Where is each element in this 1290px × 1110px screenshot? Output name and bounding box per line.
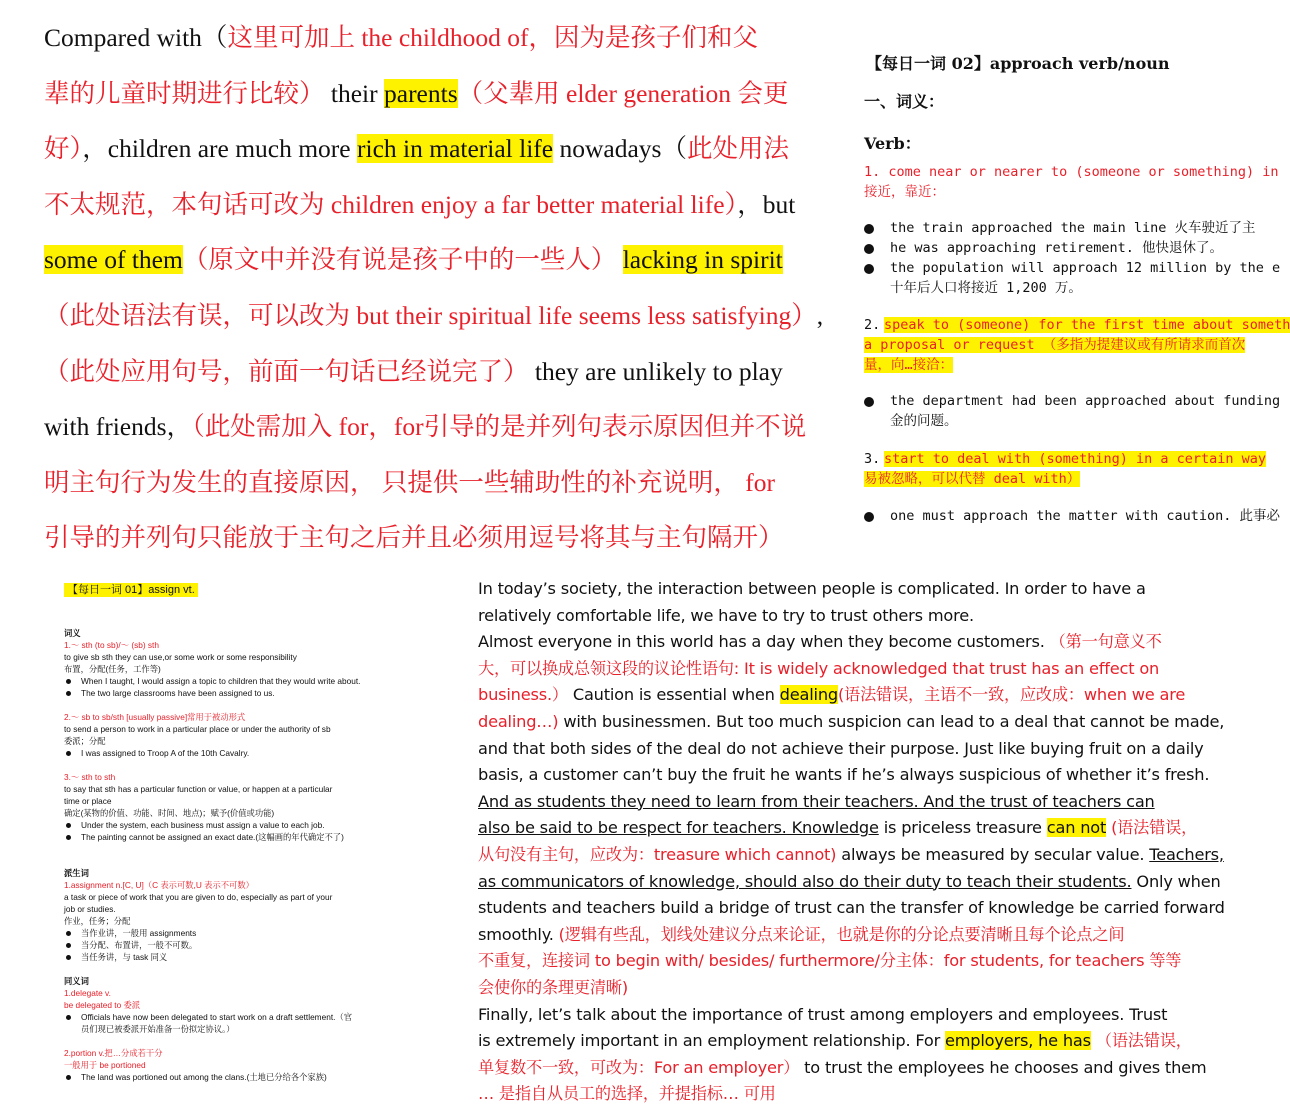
example-line: the train approached the main line 火车驶近了主 [890, 220, 1256, 236]
essay-text: , [816, 301, 824, 330]
correction-comment: (语法错误， [1106, 818, 1198, 838]
entry-line: 委派；分配 [64, 736, 106, 746]
bullet-icon [66, 691, 71, 696]
sense-heading: 1.delegate v. [64, 988, 111, 998]
correction-comment: 从句没有主句，应改为：treasure which cannot) [478, 845, 837, 864]
sense-3-line: start to deal with (something) in a certain way [884, 451, 1267, 467]
sense-heading: 2.～ sb to sb/sth [usually passive]常用于被动形式 [64, 712, 246, 722]
text-line [44, 77, 787, 111]
text-line [478, 842, 1224, 868]
verb-label: Verb： [864, 134, 921, 153]
highlighted-error: rich in material life [357, 134, 554, 164]
essay-text: with friends， [44, 412, 193, 442]
essay-correction-panel-2 [468, 572, 1248, 1104]
text-line [478, 1028, 1192, 1054]
essay-text: their [324, 78, 384, 108]
essay-text: Almost everyone in this world has a day when they become customers. [478, 632, 1050, 652]
bullet-icon [66, 823, 71, 828]
bullet-icon [864, 397, 874, 407]
sense-heading: 1.assignment n.[C, U]（C 表示可数,U 表示不可数） [64, 880, 254, 890]
essay-text: as communicators of knowledge, should also do their duty to teach their students. [478, 871, 1132, 891]
text-line [478, 975, 628, 1001]
entry-line: Under the system, each business must assign a value to each job. [81, 820, 325, 830]
bullet-icon [864, 224, 874, 234]
sense-heading: 1.～ sth (to sb)/～ (sb) sth [64, 640, 159, 650]
text-line [478, 1002, 1167, 1028]
highlighted-error: can not [1046, 818, 1107, 838]
section-heading: 词义 [64, 628, 81, 638]
sense-2-line: speak to (someone) for the first time about someth [884, 317, 1290, 333]
bullet-icon [66, 835, 71, 840]
sense-heading: 3.～ sth to sth [64, 772, 116, 782]
example-line: he was approaching retirement. 他快退休了。 [890, 240, 1223, 256]
essay-text: they are unlikely to play [534, 356, 783, 386]
essay-text: Teachers, [1149, 845, 1224, 864]
word-of-day-assign-panel [44, 568, 444, 1093]
entry-line: to say that sth has a particular function or value, or happen at a particular [64, 784, 333, 794]
essay-text: In today’s society, the interaction between people is complicated. In order to have a [478, 579, 1146, 598]
correction-comment: (逻辑有些乱，划线处建议分点来论证，也就是你的分论点要清晰且每个论点之间 [553, 924, 1125, 944]
correction-comment: 不太规范，本句话可改为 children enjoy a far better material life） [44, 189, 738, 219]
assign-title: 【每日一词 01】assign vt. [64, 583, 198, 597]
text-line [478, 1081, 776, 1107]
text-line [44, 410, 807, 444]
entry-line: Officials have now been delegated to start work on a draft settlement.（官 [81, 1012, 353, 1022]
essay-text: basis, a customer can’t buy the fruit he wants if he’s always suspicious of whether it’s fresh. [478, 765, 1210, 785]
correction-comment: 辈的儿童时期进行比较） [44, 78, 325, 108]
text-line [478, 922, 1124, 948]
section-heading: 派生词 [64, 868, 89, 878]
text-line [478, 736, 1204, 762]
entry-line: The painting cannot be assigned an exact date.(这幅画的年代确定不了) [81, 832, 344, 842]
correction-comment: 不重复，连接词 to begin with/ besides/ furthermore/分主体：for students, for teachers 等等 [478, 951, 1182, 971]
essay-text: to trust the employees he chooses and gives them [799, 1057, 1207, 1077]
text-line [478, 709, 1224, 735]
essay-text: ，children are much more [82, 134, 357, 164]
sense-2-line: 量，向…接洽： [864, 357, 954, 373]
text-line [478, 629, 1162, 655]
entry-line: 当任务讲，与 task 同义 [81, 952, 168, 962]
essay-text: is extremely important in an employment relationship. For [478, 1031, 945, 1051]
essay-text: with businessmen. But too much suspicion can lead to a deal that cannot be made, [558, 712, 1225, 731]
correction-comment: 单复数不一致，可改为：For an employer） [478, 1057, 800, 1077]
correction-comment: 好） [44, 134, 83, 164]
entry-line: 当分配、布置讲，一般不可数。 [81, 940, 198, 950]
essay-text: always be measured by secular value. [836, 845, 1150, 864]
bullet-icon [66, 751, 71, 756]
entry-line: to send a person to work in a particular place or under the authority of sb [64, 724, 331, 734]
sense-2-number: 2. [864, 317, 881, 333]
entry-line: When I taught, I would assign a topic to children that they would write about. [81, 676, 361, 686]
correction-comment: （父辈用 elder generation 会更 [457, 78, 789, 108]
example-line: the department had been approached about funding [890, 393, 1281, 409]
essay-text: Compared with（ [44, 23, 228, 52]
essay-correction-panel-1 [22, 8, 824, 553]
bullet-icon [864, 512, 874, 522]
text-line [478, 603, 974, 629]
entry-line: 员们现已被委派开始准备一份拟定协议。） [81, 1024, 235, 1034]
text-line [44, 188, 796, 222]
text-line [44, 243, 787, 277]
text-line [44, 21, 787, 55]
text-line [478, 762, 1209, 788]
example-line: 金的问题。 [890, 413, 958, 429]
essay-text: Only when [1131, 871, 1221, 891]
entry-line: a task or piece of work that you are given to do, especially as part of your [64, 892, 333, 902]
correction-comment: business.） [478, 685, 568, 705]
section-heading: 同义词 [64, 976, 89, 986]
correction-comment: （此处语法有误，可以改为 but their spiritual life seems less satisfying） [44, 301, 817, 330]
entry-line: time or place [64, 796, 112, 806]
example-line: the population will approach 12 million by the e [890, 260, 1281, 276]
essay-text: Finally, let’s talk about the importance of trust among employers and employees. Trust [478, 1004, 1168, 1024]
text-line [44, 355, 787, 389]
sense-3-line: 易被忽略，可以代替 deal with） [864, 471, 1081, 487]
bullet-icon [66, 1075, 71, 1080]
text-line [478, 789, 1155, 815]
sense-1-zh: 接近，靠近： [864, 184, 945, 200]
text-line [478, 869, 1221, 895]
essay-text: also be said to be respect for teachers. Knowledge [478, 818, 879, 838]
entry-line: The land was portioned out among the clans.(土地已分给各个家族) [81, 1072, 327, 1082]
correction-comment: 此处用法 [686, 134, 789, 164]
correction-comment: (语法错误，主语不一致，应改成：when we are [837, 685, 1186, 705]
approach-title: 【每日一词 02】approach verb/noun [866, 54, 1170, 73]
text-line [478, 576, 1146, 602]
essay-text: students and teachers build a bridge of trust can the transfer of knowledge be carried forward [478, 898, 1225, 918]
correction-comment: … 是指自从员工的选择，并提指标… 可用 [478, 1084, 776, 1104]
text-line [44, 299, 824, 333]
correction-comment: （语法错误， [1090, 1031, 1192, 1051]
correction-comment: （第一句意义不 [1049, 632, 1162, 652]
highlighted-error: employers, he has [944, 1031, 1091, 1051]
correction-comment: 这里可加上 the childhood of，因为是孩子们和父 [227, 23, 758, 52]
essay-text: ，but [737, 189, 796, 219]
correction-comment: 引导的并列句只能放于主句之后并且必须用逗号将其与主句隔开） [44, 523, 784, 553]
correction-comment: （此处需加入 for，for引导的是并列句表示原因但并不说 [192, 412, 807, 442]
highlighted-error: lacking in spirit [622, 245, 783, 275]
bullet-icon [864, 244, 874, 254]
bullet-icon [66, 679, 71, 684]
entry-line: to give sb sth they can use,or some work or some responsibility [64, 652, 297, 662]
correction-comment: （原文中并没有说是孩子中的一些人） [182, 245, 623, 275]
bullet-icon [66, 955, 71, 960]
highlighted-error: parents [384, 78, 458, 108]
text-line [478, 895, 1225, 921]
text-line [478, 1055, 1206, 1081]
example-line: 十年后人口将接近 1,200 万。 [890, 280, 1082, 296]
essay-text: and that both sides of the deal do not achieve their purpose. Just like buying fruit on a daily [478, 738, 1204, 758]
essay-text: And as students they need to learn from their teachers. And the trust of teachers can [478, 791, 1155, 811]
highlighted-error: some of them [44, 245, 183, 275]
essay-text: smoothly. [478, 924, 554, 944]
sense-heading: be delegated to 委派 [64, 1000, 141, 1010]
entry-line: 确定(某物的价值、功能、时间、地点)；赋予(价值或功能) [64, 808, 275, 818]
entry-line: 当作业讲，一般用 assignments [81, 928, 197, 938]
word-of-day-approach-panel [856, 48, 1290, 538]
essay-text: nowadays（ [553, 134, 687, 164]
correction-comment: 明主句行为发生的直接原因， 只提供一些辅助性的补充说明， for [44, 467, 775, 497]
sense-3-number: 3. [864, 451, 881, 467]
entry-line: I was assigned to Troop A of the 10th Cavalry. [81, 748, 250, 758]
sense-heading: 2.portion v.把…分成若干分 [64, 1048, 163, 1058]
text-line [478, 815, 1197, 841]
text-line [44, 466, 787, 500]
text-line [478, 682, 1185, 708]
entry-line: 作业，任务；分配 [64, 916, 131, 926]
text-line [44, 132, 787, 166]
bullet-icon [66, 1015, 71, 1020]
correction-comment: 大，可以换成总领这段的议论性语句: It is widely acknowledged that trust has an effect on [478, 658, 1160, 678]
text-line [44, 521, 787, 555]
sense-heading: 一般用于 be portioned [64, 1060, 146, 1070]
bullet-icon [66, 943, 71, 948]
bullet-icon [864, 264, 874, 274]
entry-line: 布置，分配(任务，工作等) [64, 664, 161, 674]
text-line [478, 656, 1159, 682]
essay-text: relatively comfortable life, we have to try to trust others more. [478, 605, 974, 625]
section-heading: 一、词义： [864, 92, 945, 111]
highlighted-error: dealing [779, 685, 838, 705]
correction-comment: 会使你的条理更清晰) [478, 978, 629, 997]
example-line: one must approach the matter with caution. 此事必 [890, 508, 1280, 524]
text-line [478, 948, 1181, 974]
sense-1-en: 1. come near or nearer to (someone or something) in [864, 164, 1279, 180]
correction-comment: dealing…) [478, 712, 559, 731]
sense-2-line: a proposal or request （多指为提建议或有所请求而首次 [864, 337, 1246, 353]
essay-text: Caution is essential when [567, 685, 780, 705]
entry-line: job or studies. [64, 904, 116, 914]
essay-text: is priceless treasure [878, 818, 1047, 838]
bullet-icon [66, 931, 71, 936]
entry-line: The two large classrooms have been assigned to us. [81, 688, 275, 698]
correction-comment: （此处应用句号，前面一句话已经说完了） [44, 356, 535, 386]
